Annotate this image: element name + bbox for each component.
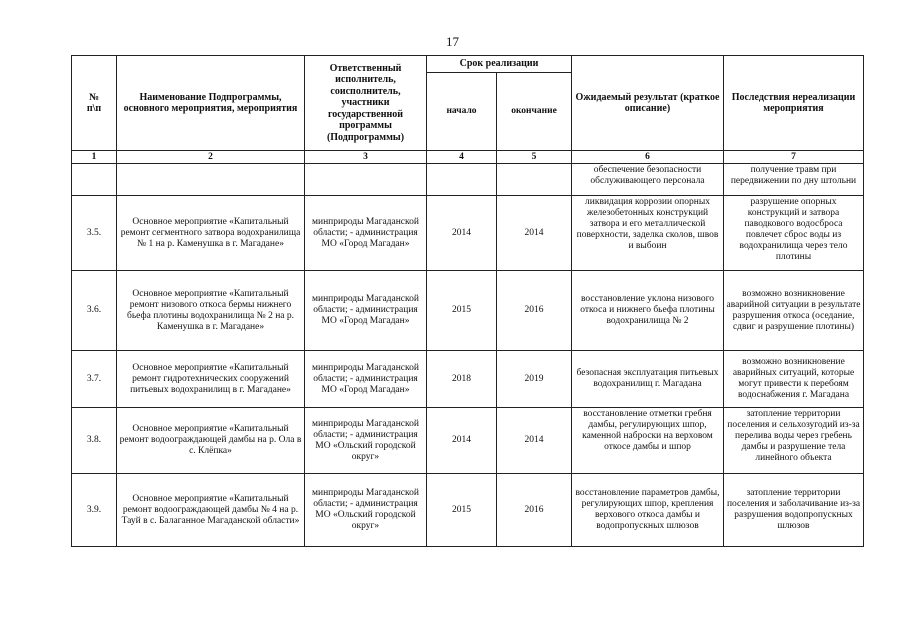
- column-number: 4: [427, 151, 497, 164]
- cell-name: Основное мероприятие «Капитальный ремонт водоограждающей дамбы на р. Ола в с. Клёпка»: [117, 408, 305, 474]
- column-number: 7: [724, 151, 864, 164]
- cell-name: Основное мероприятие «Капитальный ремонт водоограждающей дамбы № 4 на р. Тауй в с. Балаганное Магаданской области»: [117, 474, 305, 547]
- cell-start: 2014: [427, 408, 497, 474]
- cell-num: 3.8.: [72, 408, 117, 474]
- cell-consequences: получение травм при передвижении по дну штольни: [724, 164, 864, 196]
- cell-end: 2014: [497, 196, 572, 271]
- cell-result: ликвидация коррозии опорных железобетонных конструкций затвора и его металлической поверхности, заделка сколов, швов и выбоин: [572, 196, 724, 271]
- table-row: [72, 351, 864, 408]
- cell-num: 3.7.: [72, 351, 117, 408]
- table-row: [72, 271, 864, 351]
- cell-consequences: затопление территории поселения и заболачивание из-за разрушения водопропускных шлюзов: [724, 474, 864, 547]
- cell-result: восстановление уклона низового откоса и нижнего бьефа плотины водохранилища № 2: [572, 271, 724, 351]
- column-number: 5: [497, 151, 572, 164]
- header-result: Ожидаемый результат (краткое описание): [572, 56, 724, 151]
- cell-executor: минприроды Магаданской области; - администрация МО «Ольский городской округ»: [305, 408, 427, 474]
- continuation-row: [72, 164, 864, 196]
- header-executor: Ответственный исполнитель, соисполнитель, участники государственной программы (Подпрограммы): [305, 56, 427, 151]
- header-start: начало: [427, 73, 497, 151]
- cell-result: восстановление отметки гребня дамбы, регулирующих шпор, каменной наброски на верховом откосе дамбы и шпор: [572, 408, 724, 474]
- cell-name: [117, 164, 305, 196]
- cell-start: [427, 164, 497, 196]
- cell-end: 2016: [497, 271, 572, 351]
- column-number: 3: [305, 151, 427, 164]
- cell-executor: минприроды Магаданской области; - администрация МО «Город Магадан»: [305, 351, 427, 408]
- cell-start: 2015: [427, 474, 497, 547]
- page-number: 17: [446, 34, 459, 49]
- header-row: [72, 56, 864, 73]
- column-numbers-row: [72, 151, 864, 164]
- header-name: Наименование Подпрограммы, основного мероприятия, мероприятия: [117, 56, 305, 151]
- cell-name: Основное мероприятие «Капитальный ремонт сегментного затвора водохранилища № 1 на р. Каменушка в г. Магадане»: [117, 196, 305, 271]
- header-end: окончание: [497, 73, 572, 151]
- cell-consequences: возможно возникновение аварийной ситуации в результате разрушения откоса (оседание, сдвиг и разрушение плотины): [724, 271, 864, 351]
- cell-start: 2014: [427, 196, 497, 271]
- cell-num: 3.6.: [72, 271, 117, 351]
- cell-executor: минприроды Магаданской области; - администрация МО «Ольский городской округ»: [305, 474, 427, 547]
- header-num: № п\п: [72, 56, 117, 151]
- table-row: [72, 196, 864, 271]
- cell-end: [497, 164, 572, 196]
- cell-executor: минприроды Магаданской области; - администрация МО «Город Магадан»: [305, 271, 427, 351]
- cell-name: Основное мероприятие «Капитальный ремонт гидротехнических сооружений питьевых водохранилищ в г. Магадане»: [117, 351, 305, 408]
- cell-consequences: затопление территории поселения и сельхозугодий из-за перелива воды через гребень дамбы и разрушение тела линейного объекта: [724, 408, 864, 474]
- cell-end: 2019: [497, 351, 572, 408]
- table-row: [72, 474, 864, 547]
- cell-result: обеспечение безопасности обслуживающего персонала: [572, 164, 724, 196]
- cell-result: безопасная эксплуатация питьевых водохранилищ г. Магадана: [572, 351, 724, 408]
- cell-consequences: возможно возникновение аварийных ситуаций, которые могут привести к перебоям водоснабжения г. Магадана: [724, 351, 864, 408]
- cell-num: 3.9.: [72, 474, 117, 547]
- measures-table: [71, 55, 864, 547]
- header-period: Срок реализации: [427, 56, 572, 73]
- cell-result: восстановление параметров дамбы, регулирующих шпор, крепления верхового откоса дамбы и водопропускных шлюзов: [572, 474, 724, 547]
- column-number: 2: [117, 151, 305, 164]
- cell-executor: [305, 164, 427, 196]
- cell-start: 2015: [427, 271, 497, 351]
- cell-end: 2014: [497, 408, 572, 474]
- cell-executor: минприроды Магаданской области; - администрация МО «Город Магадан»: [305, 196, 427, 271]
- cell-num: [72, 164, 117, 196]
- cell-end: 2016: [497, 474, 572, 547]
- cell-consequences: разрушение опорных конструкций и затвора паводкового водосброса повлечет сброс воды из водохранилища через тело плотины: [724, 196, 864, 271]
- cell-num: 3.5.: [72, 196, 117, 271]
- column-number: 6: [572, 151, 724, 164]
- column-number: 1: [72, 151, 117, 164]
- header-consequences: Последствия нереализации мероприятия: [724, 56, 864, 151]
- cell-start: 2018: [427, 351, 497, 408]
- table-row: [72, 408, 864, 474]
- cell-name: Основное мероприятие «Капитальный ремонт низового откоса бермы нижнего бьефа плотины водохранилища № 2 на р. Каменушка в г. Магадане»: [117, 271, 305, 351]
